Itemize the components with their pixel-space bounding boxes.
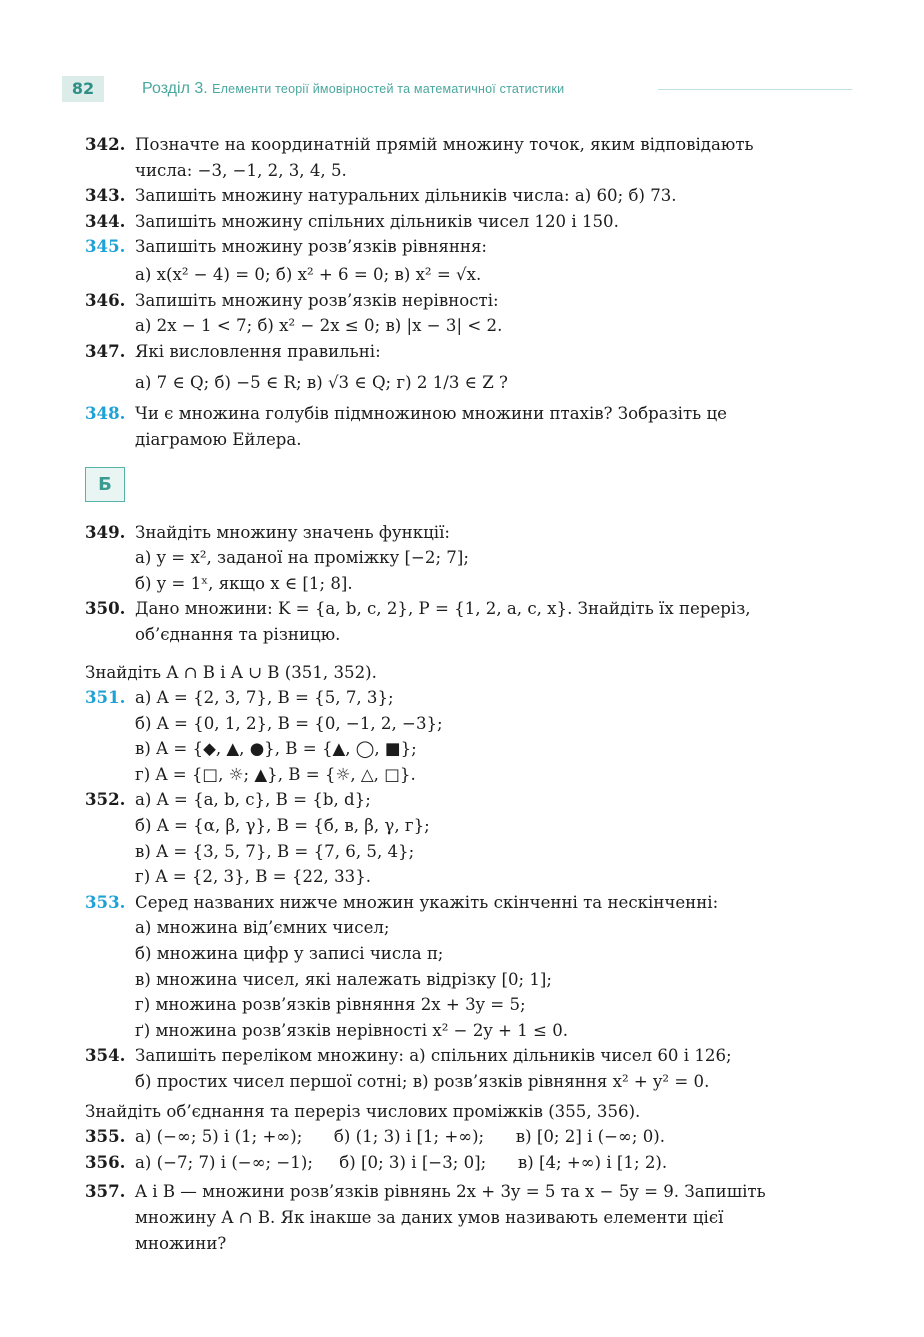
exercise-text: Запишіть множину натуральних дільників числа: а) 60; б) 73. (135, 186, 677, 206)
exercise-number: 352. (85, 789, 126, 810)
instruction-text: Знайдіть A ∩ B і A ∪ B (351, 352). (85, 662, 377, 682)
exercise-text: б) простих чисел першої сотні; в) розв’язків рівняння x² + y² = 0. (135, 1072, 710, 1091)
exercise-text: в) множина чисел, які належать відрізку [0; 1]; (135, 969, 552, 989)
exercise-number: 349. (85, 521, 126, 542)
exercise-number: 356. (85, 1151, 126, 1172)
exercise-number: 346. (85, 289, 126, 310)
exercise-number: 344. (85, 210, 126, 231)
exercise-text: б) множина цифр у записі числа π; (135, 944, 444, 964)
exercise-text: г) A = {2, 3}, B = {22, 33}. (135, 867, 372, 887)
exercise-number: 347. (85, 340, 126, 361)
exercise-346 (85, 288, 852, 339)
exercise-text: а) (−7; 7) і (−∞; −1); б) [0; 3) і [−3; 0]; в) [4; +∞) і [1; 2). (135, 1152, 668, 1172)
exercise-343 (85, 183, 852, 209)
exercise-number: 342. (85, 134, 126, 154)
exercise-text: Запишіть множину спільних дільників чисел 120 і 150. (135, 211, 619, 231)
exercise-355 (85, 1124, 852, 1150)
exercise-text: г) множина розв’язків рівняння 2x + 3y = 5; (135, 995, 526, 1015)
exercise-text: множину A ∩ B. Як інакше за даних умов називають елементи цієї (135, 1207, 724, 1227)
exercise-text: Запишіть переліком множину: а) спільних дільників чисел 60 і 126; (135, 1046, 732, 1066)
header-rule (658, 89, 852, 90)
exercise-text: Запишіть множину розв’язків нерівності: (135, 290, 499, 310)
page-header (62, 74, 852, 104)
exercise-text: а) A = {2, 3, 7}, B = {5, 7, 3}; (135, 688, 394, 708)
exercise-352 (85, 787, 852, 889)
exercise-text: а) y = x², заданої на проміжку [−2; 7]; (135, 548, 469, 568)
exercise-354 (85, 1043, 852, 1094)
exercise-344 (85, 209, 852, 235)
exercise-text: а) x(x² − 4) = 0; б) x² + 6 = 0; в) x² = √x. (135, 264, 482, 284)
exercise-number: 348. (85, 403, 126, 424)
exercise-text: Які висловлення правильні: (135, 341, 381, 361)
exercise-text: ґ) множина розв’язків нерівності x² − 2y + 1 ≤ 0. (135, 1020, 569, 1040)
running-head (142, 79, 564, 99)
exercise-357 (85, 1179, 852, 1256)
exercise-number: 354. (85, 1045, 126, 1066)
exercise-text: в) A = {◆, ▲, ●}, B = {▲, ◯, ■}; (135, 739, 417, 759)
exercise-text: а) множина від’ємних чисел; (135, 918, 390, 938)
exercise-number: 351. (85, 687, 126, 708)
exercise-text: г) A = {□, ☼; ▲}, B = {☼, △, □}. (135, 764, 416, 784)
exercise-356 (85, 1150, 852, 1176)
exercise-number: 355. (85, 1126, 126, 1147)
exercise-text: A і B — множини розв’язків рівнянь 2x + 3y = 5 та x − 5y = 9. Запишіть (135, 1182, 766, 1202)
section-label: Розділ 3. (142, 80, 208, 97)
exercise-list (85, 132, 852, 1256)
exercise-text: Дано множини: K = {a, b, c, 2}, P = {1, 2, a, c, x}. Знайдіть їх переріз, (135, 599, 751, 619)
exercise-text: об’єднання та різницю. (135, 624, 341, 644)
exercise-number: 343. (85, 185, 126, 206)
exercise-text: в) A = {3, 5, 7}, B = {7, 6, 5, 4}; (135, 841, 415, 861)
exercise-text: Позначте на координатній прямій множину точок, яким відповідають (135, 135, 754, 154)
exercise-342 (85, 132, 852, 183)
exercise-text: Знайдіть множину значень функції: (135, 522, 450, 542)
exercise-351 (85, 685, 852, 787)
section-title: Елементи теорії ймовірностей та математичної статистики (212, 82, 565, 96)
exercise-text: Запишіть множину розв’язків рівняння: (135, 237, 488, 257)
exercise-353 (85, 890, 852, 1044)
exercise-350 (85, 596, 852, 647)
page-number: 82 (62, 76, 104, 102)
exercise-348 (85, 401, 852, 452)
level-badge: Б (85, 467, 125, 502)
instruction-text: Знайдіть об’єднання та переріз числових проміжків (355, 356). (85, 1101, 641, 1121)
exercise-text: Серед названих нижче множин укажіть скінченні та нескінченні: (135, 892, 719, 912)
exercise-number: 350. (85, 598, 126, 619)
exercise-349 (85, 520, 852, 597)
exercise-347 (85, 339, 852, 402)
exercise-text: а) (−∞; 5) і (1; +∞); б) (1; 3) і [1; +∞); в) [0; 2] і (−∞; 0). (135, 1127, 666, 1147)
exercise-number: 357. (85, 1181, 126, 1202)
exercise-text: множини? (135, 1233, 227, 1253)
exercise-text: числа: −3, −1, 2, 3, 4, 5. (135, 160, 347, 180)
exercise-345 (85, 234, 852, 287)
exercise-text: б) y = 1ˣ, якщо x ∈ [1; 8]. (135, 573, 353, 593)
exercise-text: діаграмою Ейлера. (135, 429, 302, 449)
exercise-number: 345. (85, 236, 126, 257)
exercise-text: б) A = {0, 1, 2}, B = {0, −1, 2, −3}; (135, 713, 443, 733)
exercise-text: б) A = {α, β, γ}, B = {б, в, β, γ, г}; (135, 816, 430, 836)
exercise-number: 353. (85, 891, 126, 912)
exercise-text: а) A = {a, b, c}, B = {b, d}; (135, 790, 371, 810)
exercise-text: а) 2x − 1 < 7; б) x² − 2x ≤ 0; в) |x − 3| < 2. (135, 316, 503, 336)
exercise-text: Чи є множина голубів підмножиною множини птахів? Зобразіть це (135, 404, 727, 424)
exercise-text: а) 7 ∈ Q; б) −5 ∈ R; в) √3 ∈ Q; г) 2 1/3 ∈ Z ? (135, 373, 508, 393)
